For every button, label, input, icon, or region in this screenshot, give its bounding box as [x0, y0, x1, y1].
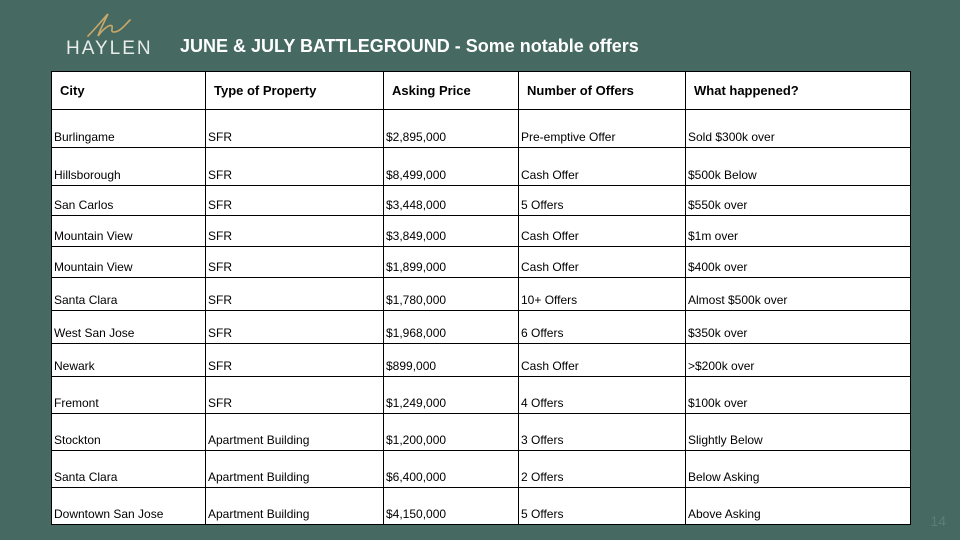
cell-offers: Pre-emptive Offer	[519, 110, 686, 148]
cell-city: Santa Clara	[52, 451, 206, 488]
table-row	[52, 247, 911, 278]
cell-offers: 2 Offers	[519, 451, 686, 488]
column-header-offers: Number of Offers	[519, 72, 686, 110]
cell-city: Mountain View	[52, 247, 206, 278]
cell-city: Fremont	[52, 377, 206, 414]
cell-property-type: SFR	[206, 344, 384, 377]
cell-outcome: Almost $500k over	[686, 278, 911, 311]
cell-outcome: $400k over	[686, 247, 911, 278]
brand-name: HAYLEN	[66, 38, 153, 59]
column-header-property-type: Type of Property	[206, 72, 384, 110]
cell-city: Hillsborough	[52, 148, 206, 186]
cell-asking-price: $2,895,000	[384, 110, 519, 148]
cell-city: Downtown San Jose	[52, 488, 206, 525]
table-row	[52, 451, 911, 488]
table-row	[52, 414, 911, 451]
cell-outcome: $1m over	[686, 216, 911, 247]
cell-asking-price: $1,249,000	[384, 377, 519, 414]
cell-city: Mountain View	[52, 216, 206, 247]
cell-offers: 4 Offers	[519, 377, 686, 414]
cell-asking-price: $1,780,000	[384, 278, 519, 311]
cell-asking-price: $8,499,000	[384, 148, 519, 186]
cell-offers: Cash Offer	[519, 216, 686, 247]
table-row	[52, 110, 911, 148]
table-row	[52, 216, 911, 247]
cell-property-type: SFR	[206, 377, 384, 414]
cell-offers: 10+ Offers	[519, 278, 686, 311]
cell-outcome: $350k over	[686, 311, 911, 344]
cell-property-type: Apartment Building	[206, 414, 384, 451]
table-row	[52, 488, 911, 525]
cell-outcome: $500k Below	[686, 148, 911, 186]
cell-property-type: SFR	[206, 216, 384, 247]
haylen-logo	[64, 12, 160, 62]
cell-offers: 6 Offers	[519, 311, 686, 344]
cell-asking-price: $4,150,000	[384, 488, 519, 525]
cell-property-type: SFR	[206, 110, 384, 148]
haylen-monogram-icon	[84, 12, 134, 38]
cell-property-type: SFR	[206, 278, 384, 311]
cell-offers: 5 Offers	[519, 488, 686, 525]
cell-outcome: Sold $300k over	[686, 110, 911, 148]
cell-offers: Cash Offer	[519, 148, 686, 186]
cell-asking-price: $6,400,000	[384, 451, 519, 488]
cell-city: Stockton	[52, 414, 206, 451]
cell-offers: Cash Offer	[519, 247, 686, 278]
cell-property-type: Apartment Building	[206, 451, 384, 488]
cell-outcome: Above Asking	[686, 488, 911, 525]
cell-offers: 3 Offers	[519, 414, 686, 451]
cell-outcome: $550k over	[686, 186, 911, 216]
cell-outcome: >$200k over	[686, 344, 911, 377]
cell-asking-price: $1,899,000	[384, 247, 519, 278]
page-number: 14	[930, 513, 946, 529]
cell-asking-price: $1,968,000	[384, 311, 519, 344]
cell-asking-price: $3,849,000	[384, 216, 519, 247]
cell-offers: 5 Offers	[519, 186, 686, 216]
table-header-row	[52, 72, 911, 110]
column-header-asking-price: Asking Price	[384, 72, 519, 110]
cell-outcome: Below Asking	[686, 451, 911, 488]
cell-property-type: SFR	[206, 186, 384, 216]
cell-outcome: $100k over	[686, 377, 911, 414]
cell-city: Burlingame	[52, 110, 206, 148]
page-title: JUNE & JULY BATTLEGROUND - Some notable offers	[180, 36, 639, 56]
table-row	[52, 311, 911, 344]
cell-city: Santa Clara	[52, 278, 206, 311]
table-row	[52, 278, 911, 311]
cell-offers: Cash Offer	[519, 344, 686, 377]
cell-city: Newark	[52, 344, 206, 377]
table-row	[52, 148, 911, 186]
cell-property-type: SFR	[206, 148, 384, 186]
cell-city: San Carlos	[52, 186, 206, 216]
cell-property-type: SFR	[206, 311, 384, 344]
column-header-city: City	[52, 72, 206, 110]
cell-outcome: Slightly Below	[686, 414, 911, 451]
cell-asking-price: $1,200,000	[384, 414, 519, 451]
table-row	[52, 186, 911, 216]
cell-asking-price: $3,448,000	[384, 186, 519, 216]
cell-city: West San Jose	[52, 311, 206, 344]
offers-table	[51, 71, 911, 525]
cell-property-type: SFR	[206, 247, 384, 278]
table-row	[52, 344, 911, 377]
cell-property-type: Apartment Building	[206, 488, 384, 525]
column-header-outcome: What happened?	[686, 72, 911, 110]
cell-asking-price: $899,000	[384, 344, 519, 377]
table-row	[52, 377, 911, 414]
